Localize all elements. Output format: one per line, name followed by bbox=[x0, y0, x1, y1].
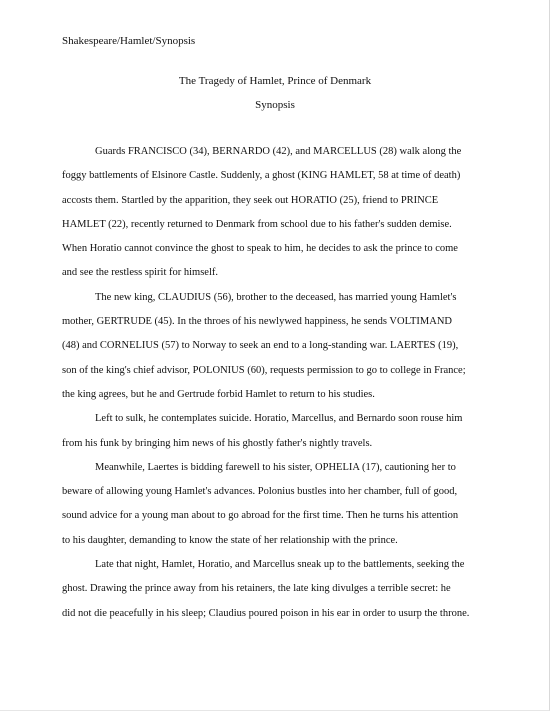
text-line: son of the king's chief advisor, POLONIUS (60), requests permission to go to college in France; bbox=[62, 364, 466, 376]
text-line: Guards FRANCISCO (34), BERNARDO (42), and MARCELLUS (28) walk along the bbox=[95, 146, 462, 157]
text-line: accosts them. Startled by the apparition, they seek out HORATIO (25), friend to PRINCE bbox=[62, 194, 439, 206]
text-line: ghost. Drawing the prince away from his retainers, the late king divulges a terrible secret: he bbox=[62, 583, 451, 595]
text-line: did not die peacefully in his sleep; Claudius poured poison in his ear in order to usurp the throne. bbox=[62, 607, 470, 619]
text-line: sound advice for a young man about to go abroad for the first time. Then he turns his attention bbox=[62, 510, 459, 522]
paragraph bbox=[62, 412, 492, 461]
text-line: Left to sulk, he contemplates suicide. Horatio, Marcellus, and Bernardo soon rouse him bbox=[95, 413, 463, 425]
paragraph bbox=[62, 291, 492, 412]
synopsis-body bbox=[62, 145, 492, 631]
running-header: Shakespeare/Hamlet/Synopsis bbox=[62, 35, 196, 47]
text-line: the king agrees, but he and Gertrude forbid Hamlet to return to his studies. bbox=[62, 388, 375, 400]
text-line: from his funk by bringing him news of his ghostly father's nightly travels. bbox=[62, 437, 373, 449]
text-line: When Horatio cannot convince the ghost to speak to him, he decides to ask the prince to come bbox=[62, 243, 458, 255]
text-line: mother, GERTRUDE (45). In the throes of his newlywed happiness, he sends VOLTIMAND bbox=[62, 316, 453, 328]
document-title: The Tragedy of Hamlet, Prince of Denmark bbox=[178, 75, 372, 87]
paragraph bbox=[62, 461, 492, 558]
paragraph bbox=[62, 558, 492, 631]
text-line: to his daughter, demanding to know the state of her relationship with the prince. bbox=[62, 534, 398, 546]
text-line: The new king, CLAUDIUS (56), brother to the deceased, has married young Hamlet's bbox=[95, 291, 457, 303]
text-line: beware of allowing young Hamlet's advances. Polonius bustles into her chamber, full of good, bbox=[62, 486, 458, 498]
text-line: HAMLET (22), recently returned to Denmark from school due to his father's sudden demise. bbox=[62, 218, 452, 230]
text-line: foggy battlements of Elsinore Castle. Suddenly, a ghost (KING HAMLET, 58 at time of death) bbox=[62, 170, 461, 182]
text-line: Late that night, Hamlet, Horatio, and Marcellus sneak up to the battlements, seeking the bbox=[95, 559, 465, 571]
text-line: Meanwhile, Laertes is bidding farewell to his sister, OPHELIA (17), cautioning her to bbox=[95, 461, 456, 473]
text-line: and see the restless spirit for himself. bbox=[62, 267, 219, 279]
text-line: (48) and CORNELIUS (57) to Norway to seek an end to a long-standing war. LAERTES (19), bbox=[62, 340, 459, 352]
document-subtitle: Synopsis bbox=[255, 99, 295, 111]
paragraph bbox=[62, 145, 492, 291]
